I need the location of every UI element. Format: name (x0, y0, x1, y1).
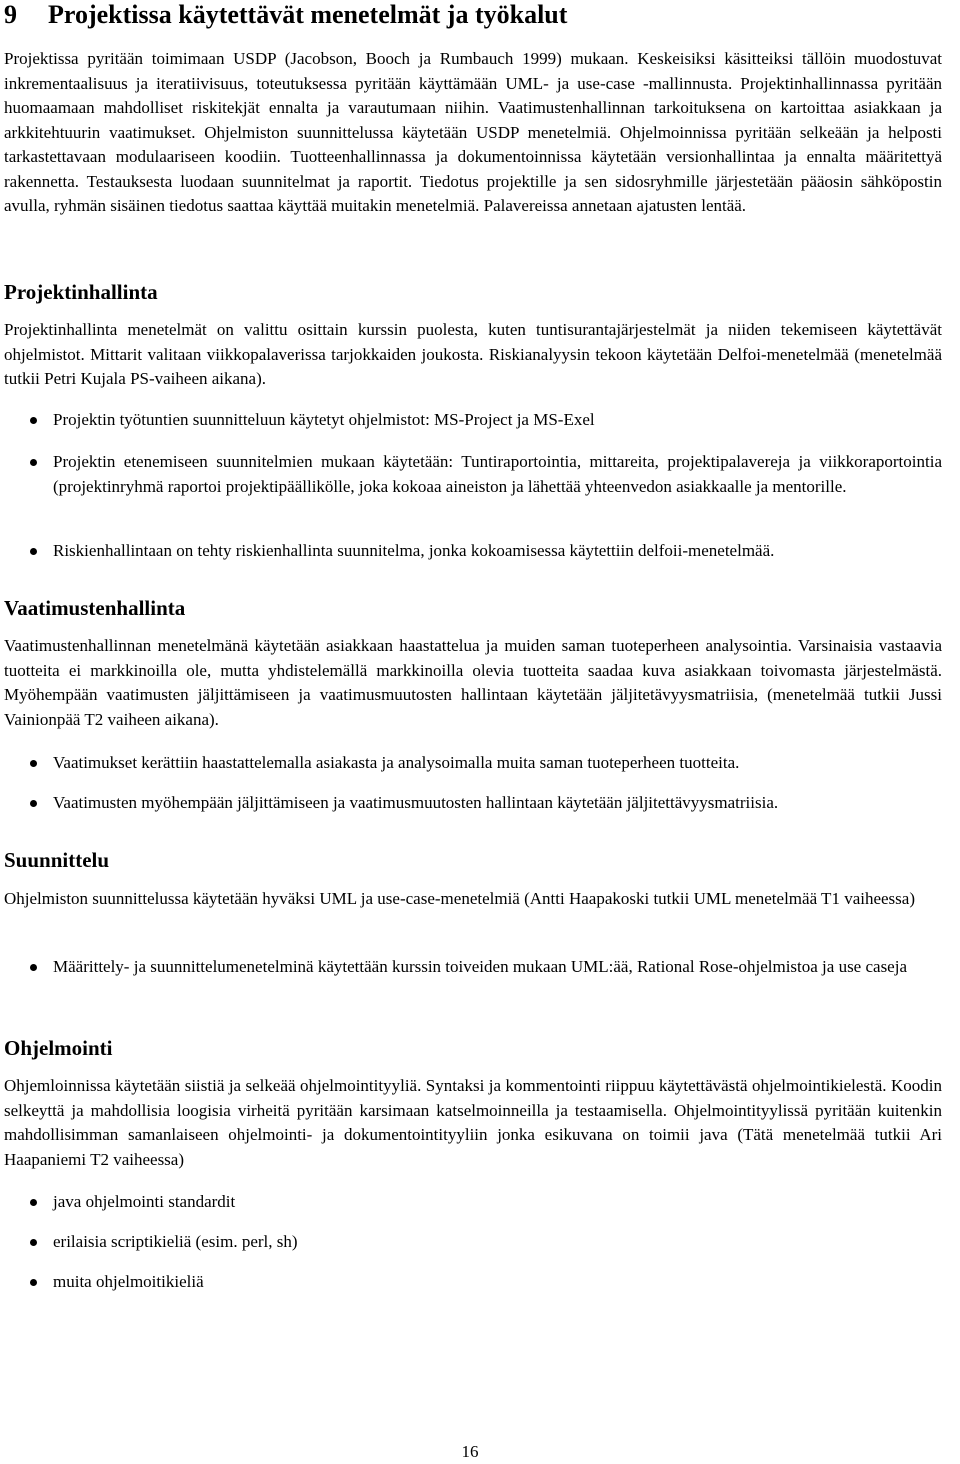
bullet-icon (30, 800, 37, 807)
list-item (0, 791, 796, 816)
section-paragraph: Ohjelmiston suunnittelussa käytetään hyväksi UML ja use-case-menetelmiä (Antti Haapakoski tutkii UML menetelmää T1 vaiheessa) (4, 889, 915, 908)
section-heading-vaatimustenhallinta: Vaatimustenhallinta (4, 596, 186, 620)
bullet-icon (30, 548, 37, 555)
section-body-ohjelmointi (4, 1074, 942, 1172)
list-item-text: muita ohjelmoitikieliä (53, 1272, 204, 1291)
chapter-title-text: Projektissa käytettävät menetelmät ja työkalut (48, 0, 568, 29)
section-paragraph: Vaatimustenhallinnan menetelmänä käytetään asiakkaan haastattelua ja muiden saman tuoteperheen analysointia. Varsinaisia vastaavia tuotteita ei markkinoilla ole, mutta yhdistelemällä markkinoilla olevia tuotteita saadaa kuva asiakkaan toivomasta järjestelmästä. Myöhempään vaatimusten jäljittämiseen ja vaatimusmuutosten hallintaan käytetään jäljitetävyysmatriisia, (menetelmää tutkii Jussi Vainionpää T2 vaiheen aikana). (4, 636, 942, 729)
section-heading-projektinhallinta: Projektinhallinta (4, 280, 158, 304)
bullet-icon (30, 417, 37, 424)
list-item-text: Projektin etenemiseen suunnitelmien mukaan käytetään: Tuntiraportointia, mittareita, projektipalavereja ja viikkoraportointia (projektinryhmä raportoi projektipäällikölle, joka kokoaa aineiston ja lähettää yhteenvedon asiakkaalle ja mentorille. (53, 452, 942, 496)
list-item (0, 1230, 316, 1255)
list-item (0, 1190, 253, 1215)
list-item (0, 539, 792, 564)
section-paragraph: Ohjemloinnissa käytetään siistiä ja selkeää ohjelmointityyliä. Syntaksi ja kommentointi riippuu käytettävästä ohjelmointikielestä. Koodin selkeyttä ja mahdollisia loogisia virheitä pyritään karsimaan katselmoinneilla ja testaamisella. Ohjelmointityylissä pyritään kuitenkin mahdollisimman samanlaiseen ohjelmointi- ja dokumentointityyliin jonka esikuvana on toimii java (Tätä menetelmää tutkii Ari Haapaniemi T2 vaiheessa) (4, 1076, 942, 1169)
bullet-icon (30, 459, 37, 466)
bullet-icon (30, 1279, 37, 1286)
section-body-projektinhallinta (4, 318, 942, 392)
bullet-icon (30, 1199, 37, 1206)
bullet-icon (30, 1239, 37, 1246)
section-heading-suunnittelu: Suunnittelu (4, 848, 110, 872)
list-item (0, 1270, 222, 1295)
list-item-text: Vaatimukset kerättiin haastattelemalla asiakasta ja analysoimalla muita saman tuoteperheen tuotteita. (53, 753, 740, 772)
section-paragraph: Projektinhallinta menetelmät on valittu osittain kurssin puolesta, kuten tuntisurantajärjestelmät ja niiden tekemiseen käytettävät ohjelmistot. Mittarit valitaan viikkopalaverissa tarjokkaiden joukosta. Riskianalyysin tekoon käytetään Delfoi-menetelmää (menetelmää tutkii Petri Kujala PS-vaiheen aikana). (4, 320, 942, 388)
list-item (0, 408, 613, 433)
section-body-suunnittelu (4, 887, 942, 912)
list-item-text: Riskienhallintaan on tehty riskienhallinta suunnitelma, jonka kokoamisessa käytettiin delfoii-menetelmää. (53, 541, 775, 560)
intro-block (4, 47, 942, 219)
chapter-number: 9 (4, 0, 17, 29)
section-body-vaatimustenhallinta (4, 634, 942, 732)
list-item-text: Projektin työtuntien suunnitteluun käytetyt ohjelmistot: MS-Project ja MS-Exel (53, 410, 595, 429)
section-heading-ohjelmointi: Ohjelmointi (4, 1036, 113, 1060)
bullet-icon (30, 760, 37, 767)
list-item (0, 955, 925, 980)
list-item-text: erilaisia scriptikieliä (esim. perl, sh) (53, 1232, 298, 1251)
intro-paragraph: Projektissa pyritään toimimaan USDP (Jacobson, Booch ja Rumbauch 1999) mukaan. Keskeisiksi käsitteiksi tällöin muodostuvat inkrementaalisuus ja iteratiivisuus, toteutuksessa pyritään käyttämään UML- ja use-case -mallinnusta. Projektinhallinnassa pyritään huomaamaan mahdolliset riskitekjät ennalta ja varautumaan niihin. Vaatimustenhallinnan tarkoituksena on kartoittaa asiakkaan ja arkkitehtuurin vaatimukset. Ohjelmiston suunnittelussa käytetään USDP menetelmiä. Ohjelmoinnissa pyritään selkeään ja helposti tarkastettavaan modulaariseen koodiin. Tuotteenhallinnassa ja dokumentoinnissa käytetään versionhallintaa ja ennalta määritettyä rakennetta. Testauksesta luodaan suunnitelmat ja raportit. Tiedotus projektille ja sen sidosryhmille järjestetään pääosin sähköpostin avulla, ryhmän sisäinen tiedotus saattaa käyttää muitakin menetelmiä. Palavereissa annetaan ajatusten lentää. (4, 49, 942, 215)
list-item (0, 450, 960, 499)
list-item-text: Määrittely- ja suunnittelumenetelminä käytettään kurssin toiveiden mukaan UML:ää, Rational Rose-ohjelmistoa ja use caseja (53, 957, 908, 976)
list-item-text: java ohjelmointi standardit (53, 1192, 236, 1211)
list-item (0, 751, 757, 776)
page-number: 16 (461, 1442, 479, 1461)
list-item-text: Vaatimusten myöhempään jäljittämiseen ja vaatimusmuutosten hallintaan käytetään jäljitettävyysmatriisia. (53, 793, 779, 812)
chapter-title (4, 0, 567, 30)
bullet-icon (30, 964, 37, 971)
